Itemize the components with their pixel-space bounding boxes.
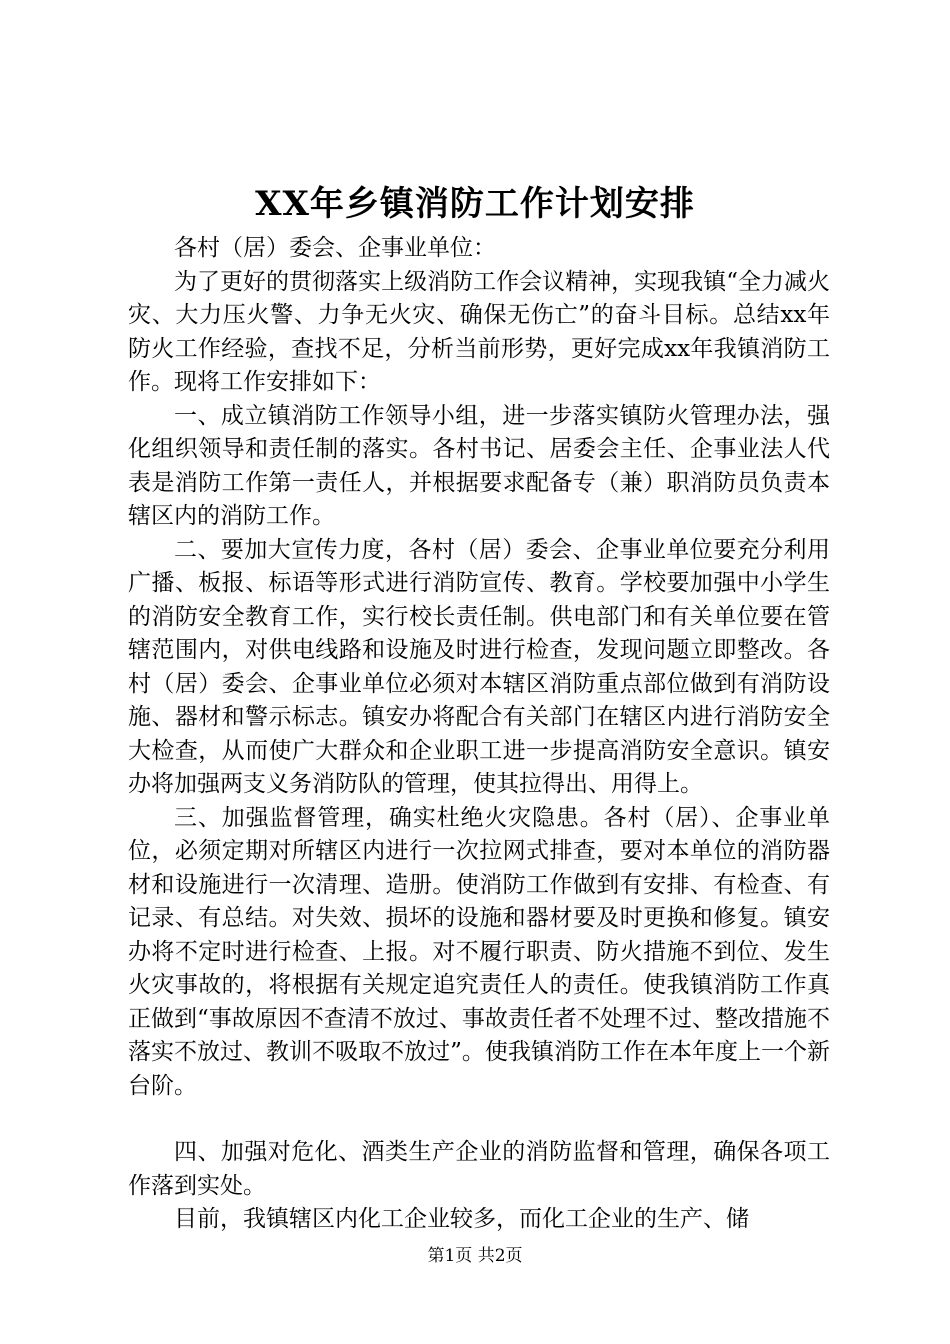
document-body xyxy=(128,232,830,1237)
page-number-footer: 第1页 共2页 xyxy=(427,1246,523,1266)
paragraph-intro: 为了更好的贯彻落实上级消防工作会议精神，实现我镇“全力减火灾、大力压火警、力争无火灾、确保无伤亡”的奋斗目标。总结xx年防火工作经验，查找不足，分析当前形势，更好完成xx年我镇消防工作。现将工作安排如下： xyxy=(128,268,830,395)
document-title: XX年乡镇消防工作计划安排 xyxy=(255,184,695,224)
paragraph-section-1: 一、成立镇消防工作领导小组，进一步落实镇防火管理办法，强化组织领导和责任制的落实。各村书记、居委会主任、企事业法人代表是消防工作第一责任人，并根据要求配备专（兼）职消防员负责本辖区内的消防工作。 xyxy=(128,402,830,529)
paragraph-continuation: 目前，我镇辖区内化工企业较多，而化工企业的生产、储 xyxy=(174,1206,749,1232)
paragraph-section-2: 二、要加大宣传力度，各村（居）委会、企事业单位要充分利用广播、板报、标语等形式进行消防宣传、教育。学校要加强中小学生的消防安全教育工作，实行校长责任制。供电部门和有关单位要在管辖范围内，对供电线路和设施及时进行检查，发现问题立即整改。各村（居）委会、企事业单位必须对本辖区消防重点部位做到有消防设施、器材和警示标志。镇安办将配合有关部门在辖区内进行消防安全大检查，从而使广大群众和企业职工进一步提高消防安全意识。镇安办将加强两支义务消防队的管理，使其拉得出、用得上。 xyxy=(128,536,830,797)
paragraph-section-3: 三、加强监督管理，确实杜绝火灾隐患。各村（居）、企事业单位，必须定期对所辖区内进行一次拉网式排查，要对本单位的消防器材和设施进行一次清理、造册。使消防工作做到有安排、有检查、有记录、有总结。对失效、损坏的设施和器材要及时更换和修复。镇安办将不定时进行检查、上报。对不履行职责、防火措施不到位、发生火灾事故的，将根据有关规定追究责任人的责任。使我镇消防工作真正做到“事故原因不查清不放过、事故责任者不处理不过、整改措施不落实不放过、教训不吸取不放过”。使我镇消防工作在本年度上一个新台阶。 xyxy=(128,804,830,1099)
salutation: 各村（居）委会、企事业单位： xyxy=(174,235,496,261)
paragraph-section-4: 四、加强对危化、酒类生产企业的消防监督和管理，确保各项工作落到实处。 xyxy=(128,1139,830,1199)
